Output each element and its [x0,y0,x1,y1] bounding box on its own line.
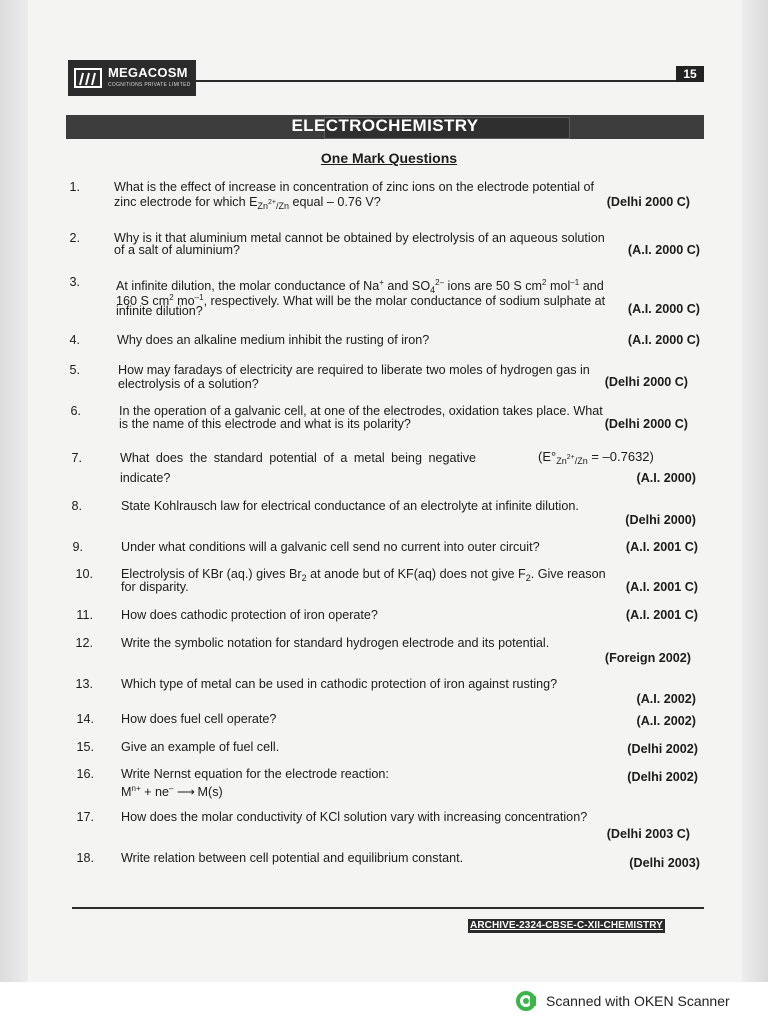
question-text: How may faradays of electricity are required to liberate two moles of hydrogen gas in [118,363,590,377]
question-number: 12. [75,636,93,650]
q10-sub-a: 2 [301,573,307,583]
reaction-arrow: ⟶ [176,785,195,799]
formula-value: = –0.7632) [587,449,654,464]
q3-text-d: mol [546,279,571,293]
question-number: 11. [76,608,93,622]
q10-text-c: . Give reason [530,567,606,581]
q3-sup-d: –1 [570,278,580,287]
q3-sub-a: 4 [430,285,436,295]
q3-text-b: and SO [383,279,431,293]
question-source: (A.I. 2001 C) [625,608,698,622]
paper-edge-right [742,0,768,982]
question-text: Write the symbolic notation for standard hydrogen electrode and its potential. [121,636,550,650]
archive-code: ARCHIVE-2324-CBSE-C-XII-CHEMISTRY [470,920,663,931]
q3-text-f: 160 S cm [116,294,170,308]
question-text: Why is it that aluminium metal cannot be obtained by electrolysis of an aqueous solution [114,231,605,245]
question-source: (Delhi 2002) [627,742,698,756]
header-rule [196,80,676,82]
question-text: How does cathodic protection of iron operate? [121,608,378,622]
question-text-line2: of a salt of aluminium? [114,243,240,257]
question-source: (A.I. 2000) [636,471,696,485]
brand-tagline: COGNITIONS PRIVATE LIMITED [108,82,191,88]
question-text: Which type of metal can be used in cathodic protection of iron against rusting? [121,677,558,691]
question-text [121,568,606,585]
question-source: (Delhi 2000 C) [606,195,690,209]
q1-line2-a: zinc electrode for which E [114,195,258,209]
reaction-electron-charge: – [169,784,174,793]
scanner-logo-icon [516,990,538,1012]
question-source: (A.I. 2001 C) [625,580,698,594]
question-number: 16. [76,767,94,781]
question-number: 2. [69,231,80,245]
question-number: 7. [71,451,82,465]
page-number: 15 [676,66,704,82]
formula [538,450,654,468]
question-source: (Delhi 2000 C) [604,417,688,431]
question-text: How does fuel cell operate? [121,712,277,726]
question-number: 4. [69,333,80,347]
question-source: (Delhi 2003 C) [606,827,690,841]
question-text: What does the standard potential of a metal being negative [120,451,477,465]
question-number: 14. [76,712,94,726]
question-text: What is the effect of increase in concentration of zinc ions on the electrode potential of [114,180,595,194]
question-text: Why does an alkaline medium inhibit the rusting of iron? [117,333,430,347]
megacosm-logo [68,60,196,96]
formula-subscript: Zn2+/Zn [556,454,588,466]
scanner-watermark [516,990,730,1012]
question-number: 10. [75,567,93,581]
reaction-metal: M [121,785,132,799]
q3-sup-e: 2 [169,293,174,302]
q10-text-a: Electrolysis of KBr (aq.) gives Br [121,567,302,581]
question-source: (A.I. 2002) [636,714,696,728]
q10-sub-b: 2 [525,573,531,583]
question-number: 1. [69,180,80,194]
brand-mark-icon [74,67,102,89]
question-source: (Delhi 2003) [629,856,700,870]
scanner-label: Scanned with OKEN Scanner [546,993,730,1009]
q1-line2-b: equal – 0.76 V? [289,195,381,209]
q10-text-b: at anode but of KF(aq) does not give F [306,567,526,581]
question-source: (A.I. 2000 C) [627,243,700,257]
question-text-line3: infinite dilution? [116,304,203,318]
reaction-electrons: + ne [140,785,169,799]
question-source: (A.I. 2002) [636,692,696,706]
q3-sup-b: 2– [435,278,445,287]
question-text-line2: is the name of this electrode and what is its polarity? [119,417,411,431]
question-text: How does the molar conductivity of KCl solution vary with increasing concentration? [121,810,588,824]
q3-sup-a: + [379,278,384,287]
brand-name: MEGACOSM [108,65,188,80]
q3-sup-c: 2 [542,278,547,287]
q3-text-e: and [579,279,604,293]
q3-text-h: , respectively. What will be the molar conductance of sodium sulphate at [203,294,606,308]
q3-text-a: At infinite dilution, the molar conductance of Na [116,279,380,293]
question-number: 13. [75,677,93,691]
q1-subscript: Zn2+/Zn [257,199,290,211]
reaction-product: M(s) [194,785,223,799]
section-title: One Mark Questions [320,150,458,166]
question-number: 18. [76,851,94,865]
question-source: (A.I. 2001 C) [625,540,698,554]
question-text: Under what conditions will a galvanic cell send no current into outer circuit? [121,540,540,554]
question-source: (Foreign 2002) [604,651,691,665]
reaction-equation [121,782,223,799]
q3-text-c: ions are 50 S cm [444,279,543,293]
question-source: (Delhi 2000 C) [604,375,688,389]
question-number: 15. [76,740,94,754]
question-number: 17. [76,810,94,824]
reaction-charge: n+ [131,784,141,793]
question-text-line2: electrolysis of a solution? [118,377,259,391]
q3-sup-f: –1 [194,293,204,302]
question-text: Write relation between cell potential and equilibrium constant. [121,851,464,865]
question-number: 8. [71,499,82,513]
question-source: (A.I. 2000 C) [627,333,700,347]
question-source: (A.I. 2000 C) [627,302,700,316]
q3-text-g: mo [173,294,195,308]
question-number: 3. [69,275,80,289]
question-text: Give an example of fuel cell. [121,740,280,754]
question-number: 6. [70,404,81,418]
chapter-title: ELECTROCHEMISTRY [291,116,479,135]
question-source: (Delhi 2000) [625,513,696,527]
question-text: Write Nernst equation for the electrode reaction: [121,767,389,781]
question-number: 9. [72,540,83,554]
question-text-line2: for disparity. [121,580,189,594]
footer-rule [72,907,704,909]
question-text: In the operation of a galvanic cell, at one of the electrodes, oxidation takes place. What [119,404,603,418]
question-text-line2: indicate? [120,471,171,485]
paper-edge-left [0,0,28,982]
chapter-banner [66,115,704,139]
question-number: 5. [69,363,80,377]
question-text-line2 [114,196,381,213]
question-source: (Delhi 2002) [627,770,698,784]
question-text: State Kohlrausch law for electrical conductance of an electrolyte at infinite dilution. [121,499,579,513]
formula-e: (E° [538,449,557,464]
